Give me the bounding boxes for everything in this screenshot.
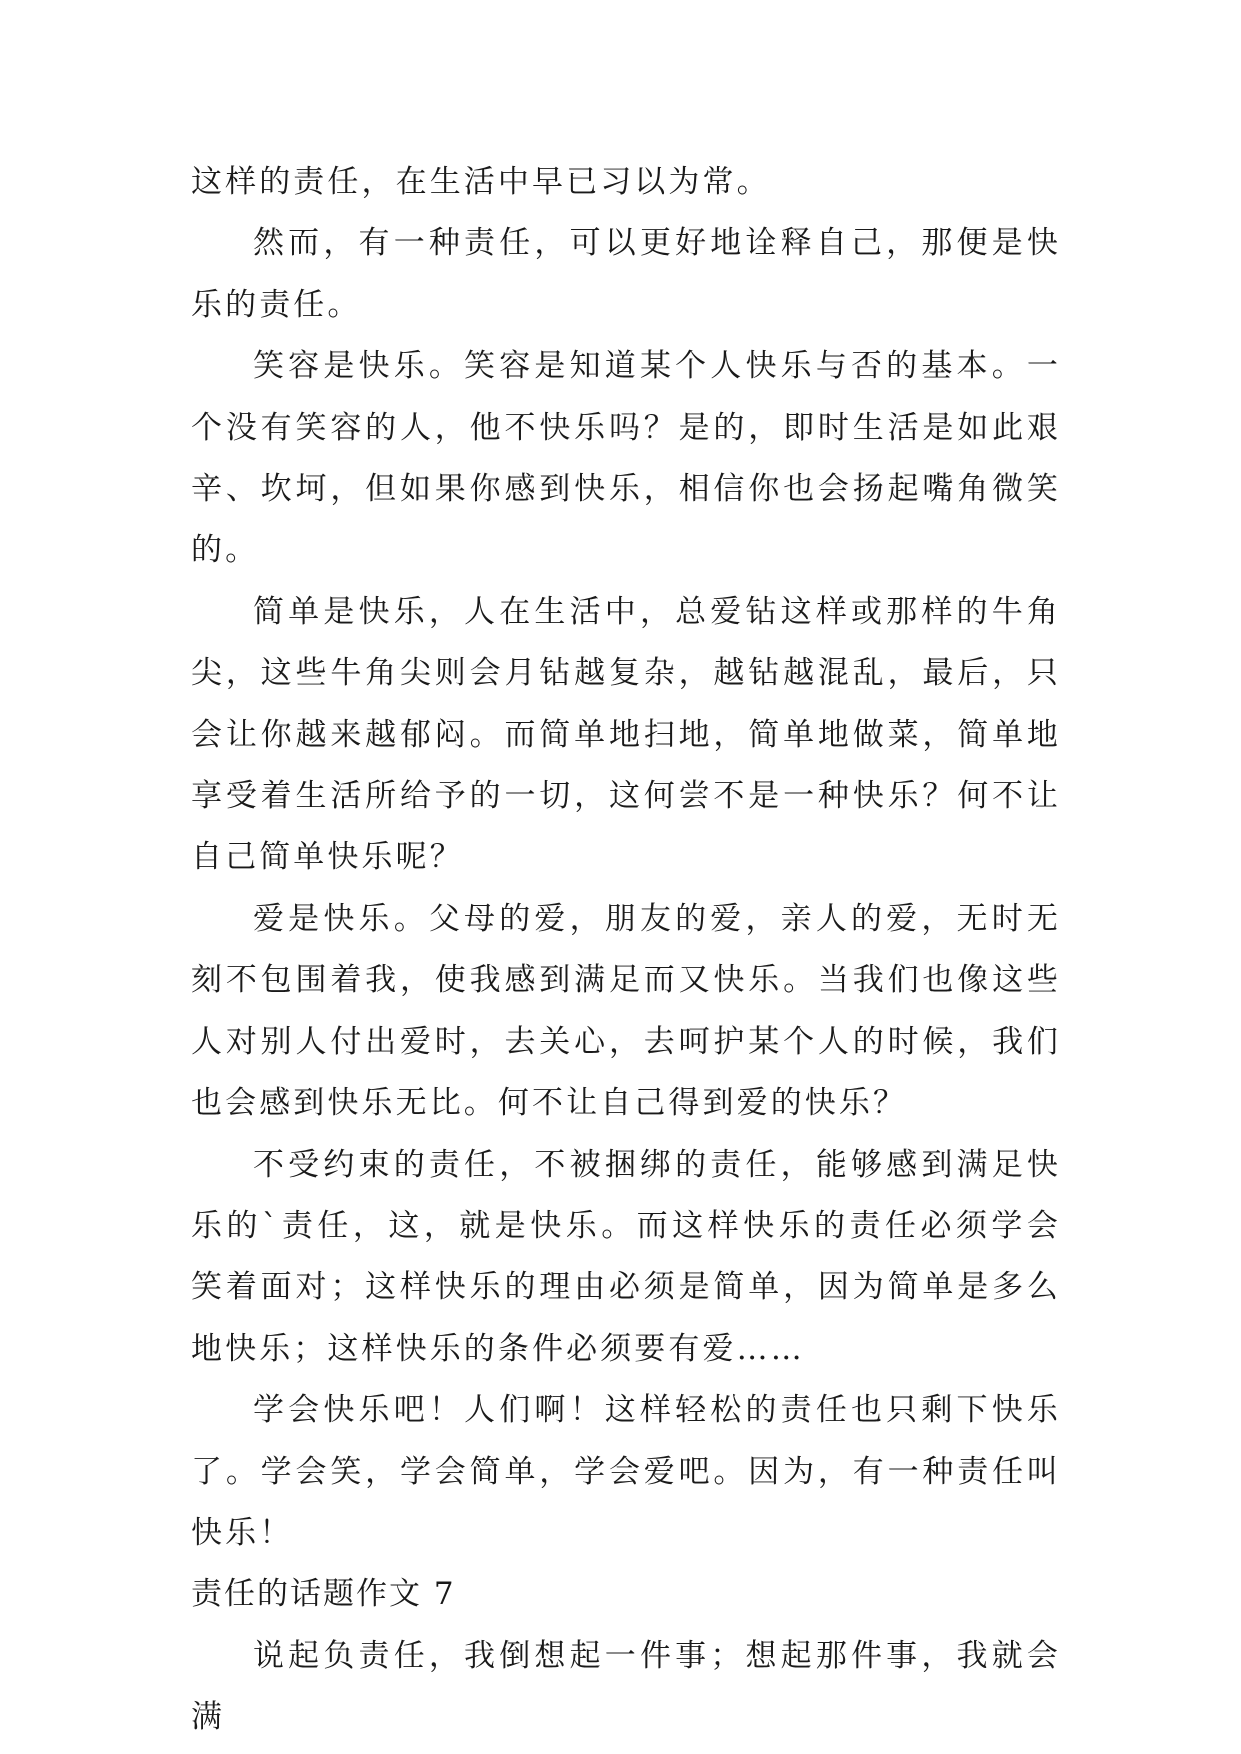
- section-heading: 责任的话题作文 7: [191, 1576, 456, 1613]
- paragraph-3: 笑容是快乐。笑容是知道某个人快乐与否的基本。一个没有笑容的人，他不快乐吗？是的，即时生活是如此艰辛、坎坷，但如果你感到快乐，相信你也会扬起嘴角微笑的。: [191, 348, 1061, 569]
- paragraph-4: 简单是快乐，人在生活中，总爱钻这样或那样的牛角尖，这些牛角尖则会月钻越复杂，越钻越混乱，最后，只会让你越来越郁闷。而简单地扫地，简单地做菜，简单地享受着生活所给予的一切，这何尝不是一种快乐？何不让自己简单快乐呢？: [191, 593, 1061, 876]
- paragraph-8: 说起负责任，我倒想起一件事；想起那件事，我就会满: [191, 1637, 1061, 1736]
- paragraph-5: 爱是快乐。父母的爱，朋友的爱，亲人的爱，无时无刻不包围着我，使我感到满足而又快乐。当我们也像这些人对别人付出爱时，去关心，去呵护某个人的时候，我们也会感到快乐无比。何不让自己得到爱的快乐？: [191, 900, 1061, 1122]
- paragraph-7: 学会快乐吧！人们啊！这样轻松的责任也只剩下快乐了。学会笑，学会简单，学会爱吧。因为，有一种责任叫快乐！: [191, 1392, 1061, 1551]
- paragraph-2: 然而，有一种责任，可以更好地诠释自己，那便是快乐的责任。: [191, 225, 1061, 323]
- paragraph-1: 这样的责任，在生活中早已习以为常。: [191, 164, 771, 200]
- paragraph-6: 不受约束的责任，不被捆绑的责任，能够感到满足快乐的`责任，这，就是快乐。而这样快乐的责任必须学会笑着面对；这样快乐的理由必须是简单，因为简单是多么地快乐；这样快乐的条件必须要有爱……: [191, 1146, 1061, 1367]
- document-body: [191, 152, 1061, 1749]
